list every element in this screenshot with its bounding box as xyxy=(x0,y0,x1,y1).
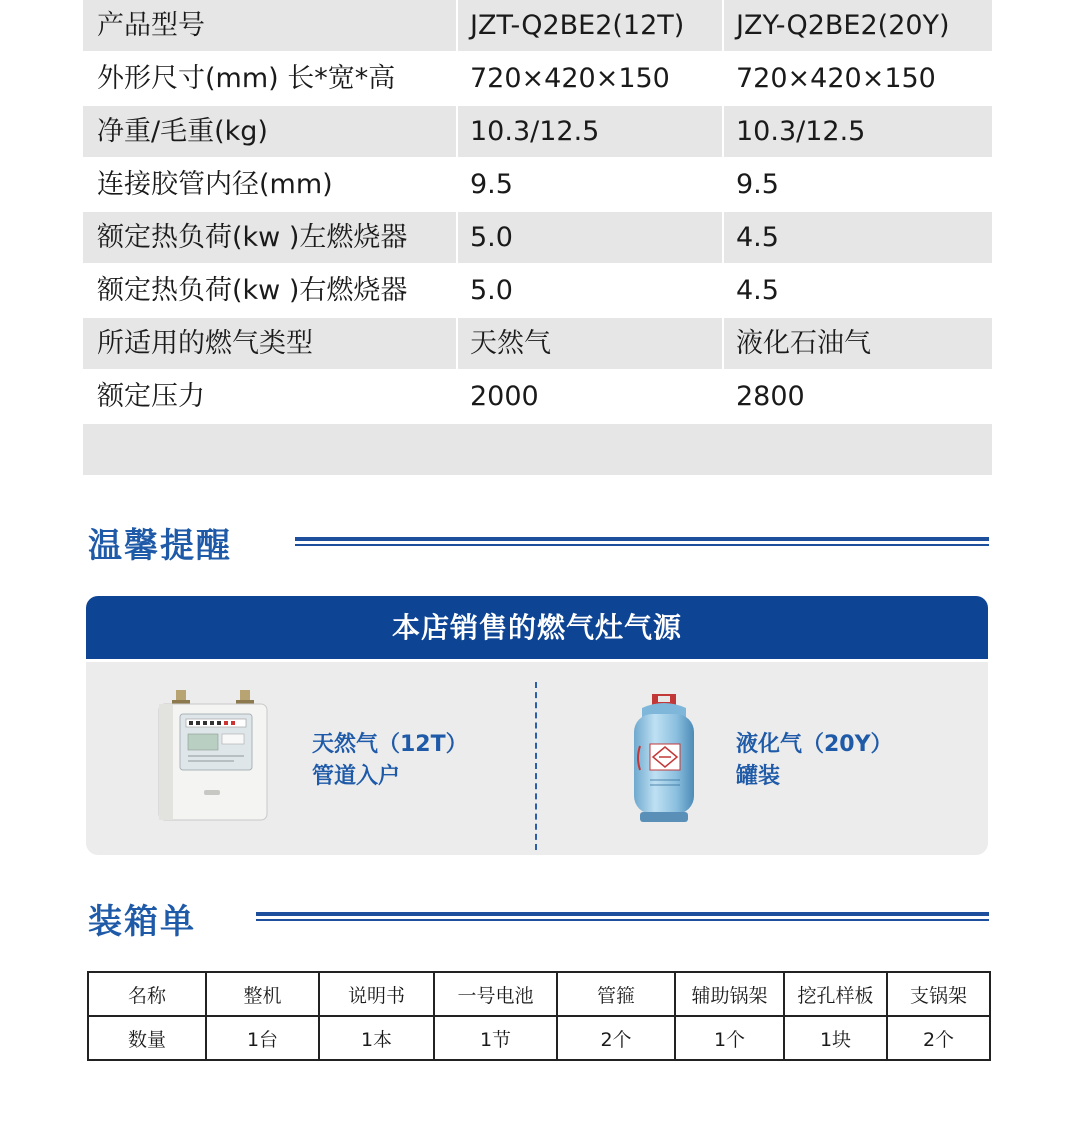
natural-gas-label xyxy=(312,729,468,793)
spec-value-12t: 9.5 xyxy=(470,169,513,200)
spec-value-12t: 720×420×150 xyxy=(470,63,670,94)
spec-row-heat-load-right xyxy=(83,265,992,318)
spec-row-empty xyxy=(83,424,992,475)
gas-source-card xyxy=(86,596,988,855)
packing-quantity-cell: 2个 xyxy=(557,1016,675,1060)
packing-header-cell: 一号电池 xyxy=(434,972,557,1016)
spec-value-12t: 5.0 xyxy=(470,275,513,306)
spec-value-12t: 5.0 xyxy=(458,212,722,263)
lpg-label xyxy=(736,729,893,793)
spec-label: 所适用的燃气类型 xyxy=(83,318,456,369)
spec-label: 额定热负荷(kw )右燃烧器 xyxy=(97,275,408,306)
spec-value-20y: 4.5 xyxy=(736,275,779,306)
packing-quantity-cell: 1节 xyxy=(434,1016,557,1060)
lpg-name: 液化气（20Y） xyxy=(736,732,893,757)
packing-header-cell: 支锅架 xyxy=(887,972,990,1016)
spec-value-12t: 天然气 xyxy=(458,318,722,369)
spec-value-20y: 4.5 xyxy=(724,212,992,263)
gas-cylinder-icon xyxy=(628,694,700,824)
packing-header-row xyxy=(88,972,990,1016)
spec-row-rated-pressure xyxy=(83,371,992,424)
spec-row-dimensions xyxy=(83,53,992,106)
spec-value-20y: 液化石油气 xyxy=(724,318,992,369)
spec-row-weight xyxy=(83,106,992,159)
spec-row-hose-diameter xyxy=(83,159,992,212)
packing-quantity-cell: 数量 xyxy=(88,1016,206,1060)
reminder-title: 温馨提醒 xyxy=(88,526,232,566)
spec-label: 净重/毛重(kg) xyxy=(83,106,456,157)
reminder-title-rule xyxy=(295,537,989,547)
spec-value-20y: JZY-Q2BE2(20Y) xyxy=(724,0,992,51)
packing-quantity-cell: 1个 xyxy=(675,1016,784,1060)
spec-value-20y: 10.3/12.5 xyxy=(724,106,992,157)
gas-meter-icon xyxy=(156,690,270,822)
spec-label: 额定热负荷(kw )左燃烧器 xyxy=(83,212,456,263)
spec-value-20y: 9.5 xyxy=(736,169,779,200)
packing-header-cell: 说明书 xyxy=(319,972,434,1016)
packing-header-cell: 管箍 xyxy=(557,972,675,1016)
packing-quantity-cell: 1台 xyxy=(206,1016,319,1060)
spec-value-12t: 10.3/12.5 xyxy=(458,106,722,157)
gas-source-card-body xyxy=(86,662,988,855)
packing-quantity-cell: 1块 xyxy=(784,1016,887,1060)
packing-header-cell: 整机 xyxy=(206,972,319,1016)
spec-value-20y: 720×420×150 xyxy=(736,63,936,94)
gas-source-card-title: 本店销售的燃气灶气源 xyxy=(86,596,988,662)
spec-label: 连接胶管内径(mm) xyxy=(97,169,333,200)
packing-title-rule xyxy=(256,912,989,922)
spec-label: 产品型号 xyxy=(83,0,456,51)
card-divider xyxy=(535,682,537,850)
packing-title: 装箱单 xyxy=(88,902,196,942)
natural-gas-supply: 管道入户 xyxy=(312,764,401,789)
packing-table xyxy=(87,971,991,1061)
spec-label: 外形尺寸(mm) 长*宽*高 xyxy=(97,63,396,94)
packing-quantity-row xyxy=(88,1016,990,1060)
spec-value-12t: 2000 xyxy=(470,381,539,412)
spec-value-12t: JZT-Q2BE2(12T) xyxy=(458,0,722,51)
spec-row-model xyxy=(83,0,992,53)
packing-header-cell: 名称 xyxy=(88,972,206,1016)
spec-row-heat-load-left xyxy=(83,212,992,265)
spec-table xyxy=(83,0,992,475)
spec-value-20y: 2800 xyxy=(736,381,805,412)
packing-quantity-cell: 1本 xyxy=(319,1016,434,1060)
natural-gas-name: 天然气（12T） xyxy=(312,732,468,757)
packing-header-cell: 挖孔样板 xyxy=(784,972,887,1016)
packing-header-cell: 辅助锅架 xyxy=(675,972,784,1016)
packing-quantity-cell: 2个 xyxy=(887,1016,990,1060)
lpg-supply: 罐装 xyxy=(736,764,781,789)
spec-row-gas-type xyxy=(83,318,992,371)
spec-label: 额定压力 xyxy=(97,381,205,412)
